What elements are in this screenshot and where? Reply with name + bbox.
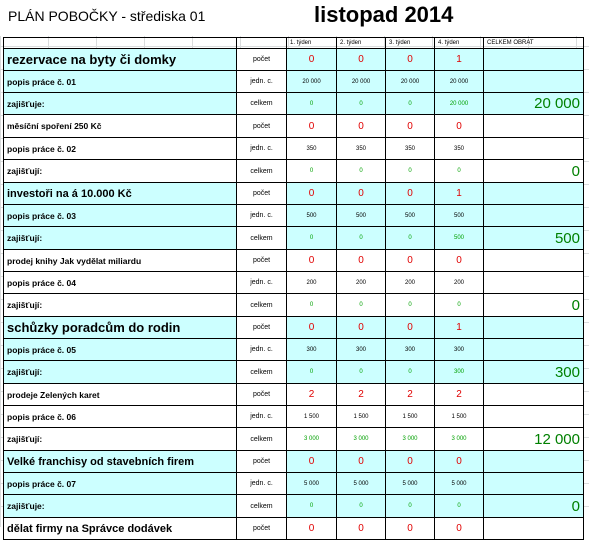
branch-title[interactable]: PLÁN POBOČKY - střediska 01 bbox=[8, 8, 206, 24]
unit-cell[interactable]: jedn. c. bbox=[237, 138, 287, 160]
week-4-cell[interactable]: 350 bbox=[435, 138, 484, 160]
week-3-cell[interactable]: 0 bbox=[386, 160, 435, 183]
week-1-cell[interactable]: 350 bbox=[287, 138, 337, 160]
row-label[interactable]: zajišťují: bbox=[4, 428, 237, 451]
column-header-2[interactable]: 1. týden bbox=[287, 38, 337, 49]
week-1-cell[interactable]: 200 bbox=[287, 272, 337, 294]
week-3-cell[interactable]: 0 bbox=[386, 115, 435, 138]
week-3-cell[interactable]: 300 bbox=[386, 339, 435, 361]
week-3-cell[interactable]: 0 bbox=[386, 317, 435, 339]
week-2-cell[interactable]: 0 bbox=[337, 361, 386, 384]
total-cell[interactable]: 0 bbox=[484, 495, 584, 518]
total-cell[interactable] bbox=[484, 473, 584, 495]
total-cell[interactable] bbox=[484, 183, 584, 205]
row-label[interactable]: prodej knihy Jak vydělat miliardu bbox=[4, 250, 237, 272]
row-label[interactable]: popis práce č. 07 bbox=[4, 473, 237, 495]
week-3-cell[interactable]: 20 000 bbox=[386, 71, 435, 93]
week-3-cell[interactable]: 350 bbox=[386, 138, 435, 160]
week-2-cell[interactable]: 0 bbox=[337, 227, 386, 250]
row-label[interactable]: prodeje Zelených karet bbox=[4, 384, 237, 406]
week-1-cell[interactable]: 0 bbox=[287, 227, 337, 250]
week-3-cell[interactable]: 0 bbox=[386, 294, 435, 317]
week-1-cell[interactable]: 0 bbox=[287, 115, 337, 138]
table-row bbox=[4, 250, 584, 272]
total-cell[interactable] bbox=[484, 317, 584, 339]
week-4-cell[interactable]: 0 bbox=[435, 160, 484, 183]
week-2-cell[interactable]: 0 bbox=[337, 93, 386, 115]
week-4-cell[interactable]: 2 bbox=[435, 384, 484, 406]
week-1-cell[interactable]: 5 000 bbox=[287, 473, 337, 495]
total-cell[interactable] bbox=[484, 250, 584, 272]
table-row bbox=[4, 384, 584, 406]
table-row bbox=[4, 406, 584, 428]
table-row bbox=[4, 317, 584, 339]
unit-cell[interactable]: jedn. c. bbox=[237, 339, 287, 361]
week-1-cell[interactable]: 3 000 bbox=[287, 428, 337, 451]
week-1-cell[interactable]: 0 bbox=[287, 317, 337, 339]
week-2-cell[interactable]: 1 500 bbox=[337, 406, 386, 428]
week-4-cell[interactable]: 0 bbox=[435, 495, 484, 518]
table-row bbox=[4, 205, 584, 227]
week-2-cell[interactable]: 5 000 bbox=[337, 473, 386, 495]
week-3-cell[interactable]: 0 bbox=[386, 93, 435, 115]
week-2-cell[interactable]: 350 bbox=[337, 138, 386, 160]
total-cell[interactable] bbox=[484, 115, 584, 138]
unit-cell[interactable]: jedn. c. bbox=[237, 71, 287, 93]
column-header-3[interactable]: 2. týden bbox=[337, 38, 386, 49]
week-1-cell[interactable]: 0 bbox=[287, 93, 337, 115]
total-cell[interactable]: 500 bbox=[484, 227, 584, 250]
week-1-cell[interactable]: 0 bbox=[287, 49, 337, 71]
unit-cell[interactable]: počet bbox=[237, 49, 287, 71]
unit-cell[interactable]: počet bbox=[237, 115, 287, 138]
week-3-cell[interactable]: 0 bbox=[386, 518, 435, 540]
week-1-cell[interactable]: 0 bbox=[287, 451, 337, 473]
unit-cell[interactable]: celkem bbox=[237, 227, 287, 250]
table-row bbox=[4, 93, 584, 115]
column-header-6[interactable]: CELKEM OBRAT bbox=[484, 38, 584, 49]
unit-cell[interactable]: jedn. c. bbox=[237, 406, 287, 428]
week-2-cell[interactable]: 0 bbox=[337, 183, 386, 205]
week-2-cell[interactable]: 20 000 bbox=[337, 71, 386, 93]
row-label[interactable]: zajišťují: bbox=[4, 227, 237, 250]
week-2-cell[interactable]: 0 bbox=[337, 250, 386, 272]
week-1-cell[interactable]: 0 bbox=[287, 250, 337, 272]
week-4-cell[interactable]: 200 bbox=[435, 272, 484, 294]
unit-cell[interactable]: celkem bbox=[237, 294, 287, 317]
table-row bbox=[4, 495, 584, 518]
week-2-cell[interactable]: 200 bbox=[337, 272, 386, 294]
week-1-cell[interactable]: 0 bbox=[287, 518, 337, 540]
row-label[interactable]: zajišťuje: bbox=[4, 495, 237, 518]
row-label[interactable]: schůzky poradcům do rodin bbox=[4, 317, 237, 339]
week-3-cell[interactable]: 0 bbox=[386, 495, 435, 518]
column-header-0[interactable] bbox=[4, 38, 237, 49]
table-row bbox=[4, 361, 584, 384]
week-1-cell[interactable]: 2 bbox=[287, 384, 337, 406]
row-label[interactable]: zajišťuje: bbox=[4, 93, 237, 115]
row-label[interactable]: popis práce č. 01 bbox=[4, 71, 237, 93]
column-header-5[interactable]: 4. týden bbox=[435, 38, 484, 49]
unit-cell[interactable]: počet bbox=[237, 384, 287, 406]
week-3-cell[interactable]: 0 bbox=[386, 227, 435, 250]
week-2-cell[interactable]: 0 bbox=[337, 317, 386, 339]
unit-cell[interactable]: celkem bbox=[237, 93, 287, 115]
week-4-cell[interactable]: 1 bbox=[435, 317, 484, 339]
total-cell[interactable] bbox=[484, 339, 584, 361]
table-row bbox=[4, 272, 584, 294]
table-row bbox=[4, 473, 584, 495]
unit-cell[interactable]: celkem bbox=[237, 428, 287, 451]
column-header-1[interactable] bbox=[237, 38, 287, 49]
total-cell[interactable] bbox=[484, 518, 584, 540]
unit-cell[interactable]: počet bbox=[237, 317, 287, 339]
week-1-cell[interactable]: 500 bbox=[287, 205, 337, 227]
week-1-cell[interactable]: 0 bbox=[287, 160, 337, 183]
row-label[interactable]: dělat firmy na Správce dodávek bbox=[4, 518, 237, 540]
total-cell[interactable] bbox=[484, 272, 584, 294]
row-label[interactable]: popis práce č. 03 bbox=[4, 205, 237, 227]
table-row bbox=[4, 49, 584, 71]
week-4-cell[interactable]: 1 bbox=[435, 183, 484, 205]
plan-table bbox=[3, 37, 584, 540]
unit-cell[interactable]: počet bbox=[237, 250, 287, 272]
week-4-cell[interactable]: 300 bbox=[435, 361, 484, 384]
row-label[interactable]: popis práce č. 04 bbox=[4, 272, 237, 294]
row-label[interactable]: popis práce č. 02 bbox=[4, 138, 237, 160]
unit-cell[interactable]: jedn. c. bbox=[237, 272, 287, 294]
unit-cell[interactable]: počet bbox=[237, 183, 287, 205]
table-row bbox=[4, 339, 584, 361]
week-4-cell[interactable]: 0 bbox=[435, 115, 484, 138]
unit-cell[interactable]: počet bbox=[237, 518, 287, 540]
week-4-cell[interactable]: 3 000 bbox=[435, 428, 484, 451]
week-2-cell[interactable]: 0 bbox=[337, 160, 386, 183]
week-3-cell[interactable]: 2 bbox=[386, 384, 435, 406]
table-row bbox=[4, 451, 584, 473]
week-2-cell[interactable]: 0 bbox=[337, 451, 386, 473]
total-cell[interactable] bbox=[484, 384, 584, 406]
total-cell[interactable]: 0 bbox=[484, 160, 584, 183]
week-3-cell[interactable]: 5 000 bbox=[386, 473, 435, 495]
unit-cell[interactable]: celkem bbox=[237, 495, 287, 518]
row-label[interactable]: popis práce č. 05 bbox=[4, 339, 237, 361]
week-3-cell[interactable]: 0 bbox=[386, 183, 435, 205]
week-2-cell[interactable]: 3 000 bbox=[337, 428, 386, 451]
week-2-cell[interactable]: 500 bbox=[337, 205, 386, 227]
row-label[interactable]: investoři na á 10.000 Kč bbox=[4, 183, 237, 205]
unit-cell[interactable]: jedn. c. bbox=[237, 205, 287, 227]
sheet-header bbox=[0, 0, 589, 36]
week-3-cell[interactable]: 0 bbox=[386, 250, 435, 272]
week-2-cell[interactable]: 0 bbox=[337, 49, 386, 71]
week-3-cell[interactable]: 0 bbox=[386, 451, 435, 473]
row-label[interactable]: popis práce č. 06 bbox=[4, 406, 237, 428]
unit-cell[interactable]: celkem bbox=[237, 160, 287, 183]
table-row bbox=[4, 160, 584, 183]
week-1-cell[interactable]: 0 bbox=[287, 183, 337, 205]
week-1-cell[interactable]: 1 500 bbox=[287, 406, 337, 428]
week-2-cell[interactable]: 0 bbox=[337, 518, 386, 540]
week-3-cell[interactable]: 3 000 bbox=[386, 428, 435, 451]
row-label[interactable]: zajišťují: bbox=[4, 160, 237, 183]
unit-cell[interactable]: jedn. c. bbox=[237, 473, 287, 495]
week-4-cell[interactable]: 0 bbox=[435, 294, 484, 317]
week-1-cell[interactable]: 0 bbox=[287, 294, 337, 317]
total-cell[interactable]: 12 000 bbox=[484, 428, 584, 451]
week-3-cell[interactable]: 200 bbox=[386, 272, 435, 294]
month-title[interactable]: listopad 2014 bbox=[314, 2, 454, 27]
total-cell[interactable] bbox=[484, 406, 584, 428]
column-header-4[interactable]: 3. týden bbox=[386, 38, 435, 49]
total-cell[interactable] bbox=[484, 205, 584, 227]
total-cell[interactable] bbox=[484, 71, 584, 93]
week-3-cell[interactable]: 0 bbox=[386, 49, 435, 71]
row-label[interactable]: zajišťují: bbox=[4, 361, 237, 384]
week-4-cell[interactable]: 0 bbox=[435, 451, 484, 473]
table-row bbox=[4, 227, 584, 250]
week-4-cell[interactable]: 20 000 bbox=[435, 93, 484, 115]
week-4-cell[interactable]: 1 500 bbox=[435, 406, 484, 428]
table-row bbox=[4, 294, 584, 317]
table-row bbox=[4, 518, 584, 540]
unit-cell[interactable]: počet bbox=[237, 451, 287, 473]
total-cell[interactable]: 0 bbox=[484, 294, 584, 317]
week-3-cell[interactable]: 1 500 bbox=[386, 406, 435, 428]
week-2-cell[interactable]: 0 bbox=[337, 495, 386, 518]
table-row bbox=[4, 183, 584, 205]
week-1-cell[interactable]: 300 bbox=[287, 339, 337, 361]
week-3-cell[interactable]: 0 bbox=[386, 361, 435, 384]
row-label[interactable]: rezervace na byty či domky bbox=[4, 49, 237, 71]
week-4-cell[interactable]: 500 bbox=[435, 205, 484, 227]
row-label[interactable]: Velké franchisy od stavebních firem bbox=[4, 451, 237, 473]
table-row bbox=[4, 138, 584, 160]
total-cell[interactable]: 300 bbox=[484, 361, 584, 384]
week-2-cell[interactable]: 0 bbox=[337, 115, 386, 138]
week-1-cell[interactable]: 0 bbox=[287, 361, 337, 384]
total-cell[interactable]: 20 000 bbox=[484, 93, 584, 115]
total-cell[interactable] bbox=[484, 138, 584, 160]
week-4-cell[interactable]: 0 bbox=[435, 518, 484, 540]
week-1-cell[interactable]: 20 000 bbox=[287, 71, 337, 93]
week-1-cell[interactable]: 0 bbox=[287, 495, 337, 518]
week-2-cell[interactable]: 300 bbox=[337, 339, 386, 361]
row-label[interactable]: měsíční spoření 250 Kč bbox=[4, 115, 237, 138]
table-row bbox=[4, 428, 584, 451]
week-2-cell[interactable]: 0 bbox=[337, 294, 386, 317]
column-header-row bbox=[4, 38, 584, 49]
week-4-cell[interactable]: 1 bbox=[435, 49, 484, 71]
unit-cell[interactable]: celkem bbox=[237, 361, 287, 384]
week-4-cell[interactable]: 300 bbox=[435, 339, 484, 361]
table-row bbox=[4, 71, 584, 93]
week-4-cell[interactable]: 500 bbox=[435, 227, 484, 250]
total-cell[interactable] bbox=[484, 49, 584, 71]
week-4-cell[interactable]: 0 bbox=[435, 250, 484, 272]
week-3-cell[interactable]: 500 bbox=[386, 205, 435, 227]
total-cell[interactable] bbox=[484, 451, 584, 473]
row-label[interactable]: zajišťují: bbox=[4, 294, 237, 317]
week-2-cell[interactable]: 2 bbox=[337, 384, 386, 406]
week-4-cell[interactable]: 5 000 bbox=[435, 473, 484, 495]
table-row bbox=[4, 115, 584, 138]
week-4-cell[interactable]: 20 000 bbox=[435, 71, 484, 93]
